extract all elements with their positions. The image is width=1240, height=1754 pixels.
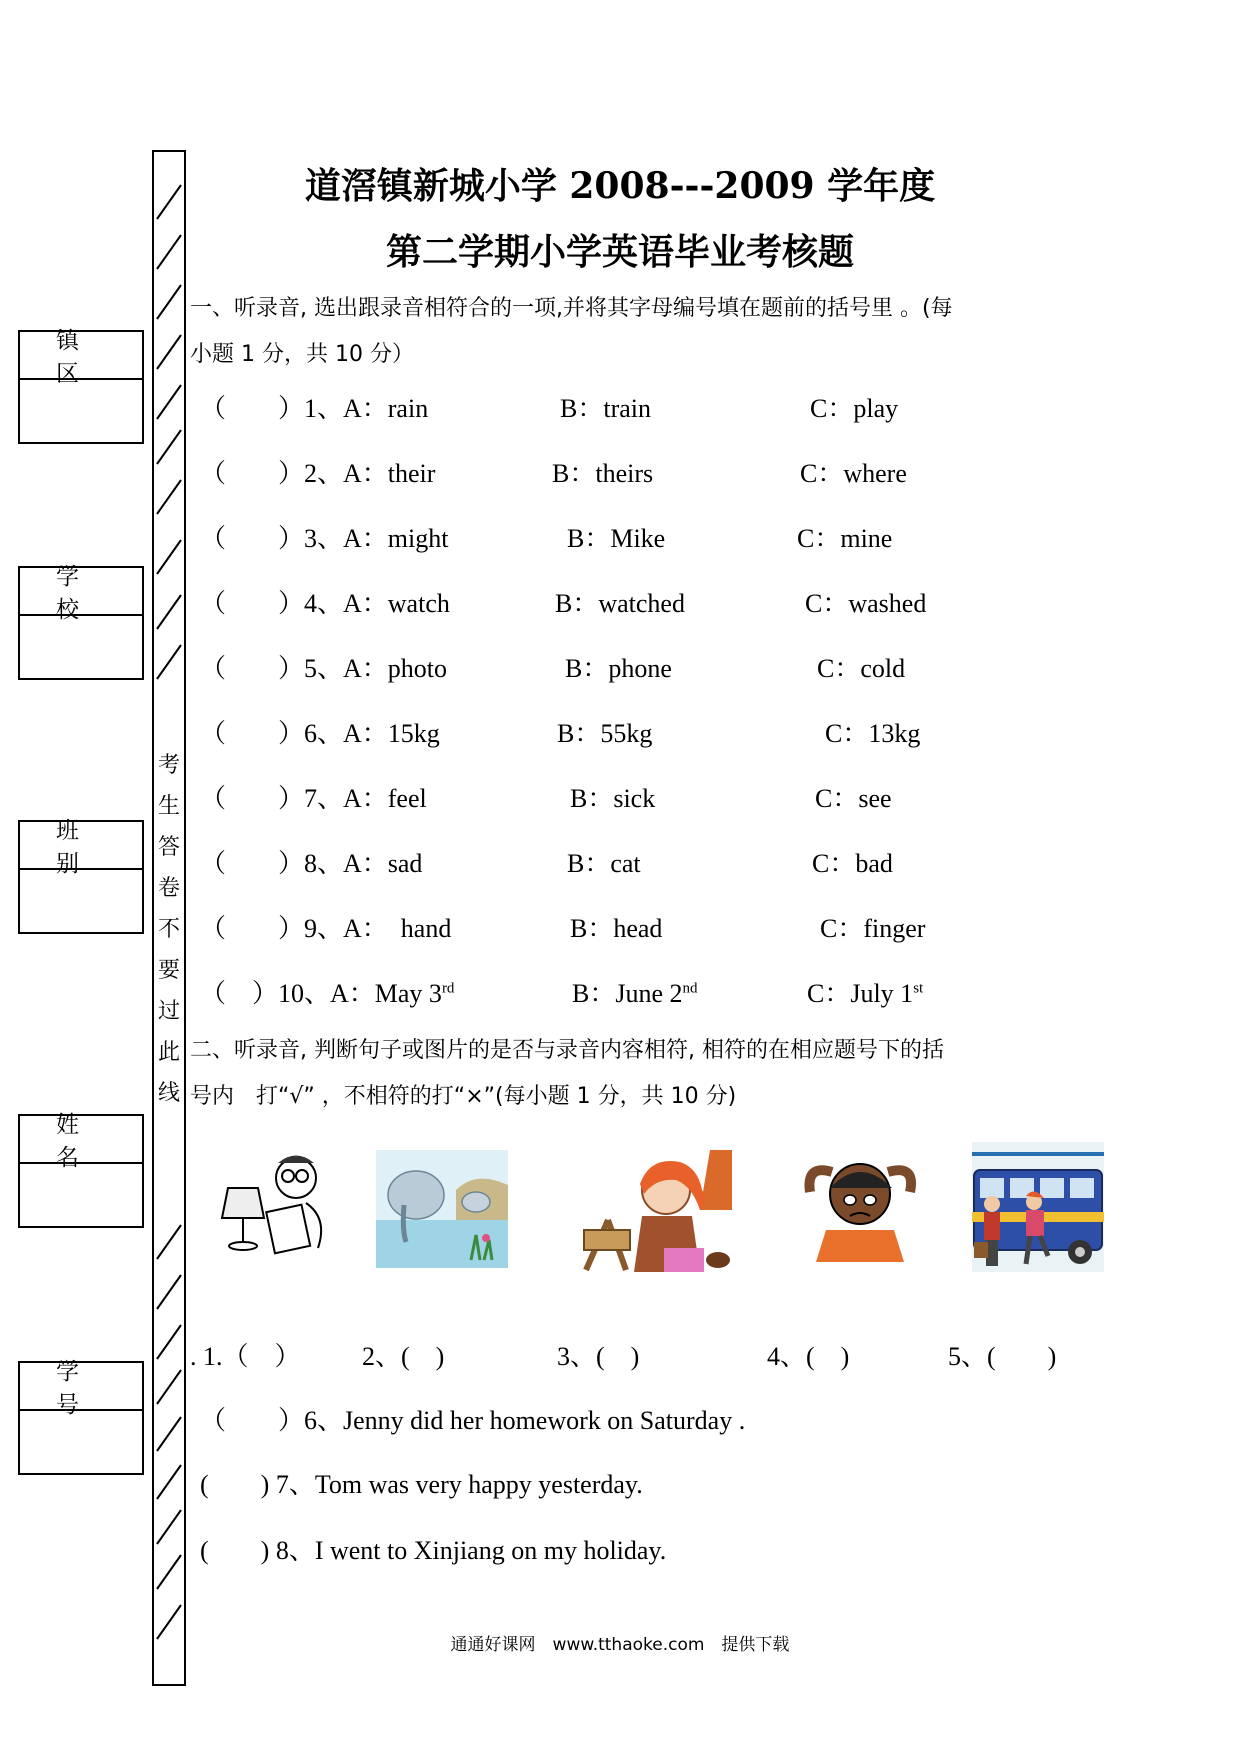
answer-blank[interactable]: 5、( ) xyxy=(948,1342,1057,1371)
section1-instructions: 一、听录音, 选出跟录音相符合的一项,并将其字母编号填在题前的括号里 。(每 小题 1 分，共 10 分） xyxy=(190,296,953,367)
question-row xyxy=(200,713,1060,757)
question-c: C：finger xyxy=(820,914,926,943)
girl-painting-picture xyxy=(580,1150,732,1272)
hatch-mark xyxy=(154,537,184,577)
hatch-mark xyxy=(154,332,184,372)
question-b: B：55kg xyxy=(557,719,653,748)
question-a: （ ）4、A：watch xyxy=(200,589,450,618)
hatch-mark xyxy=(154,1462,184,1502)
hatch-mark xyxy=(154,1272,184,1312)
answer-blank[interactable]: 2、( ) xyxy=(362,1342,445,1371)
question-c: C：bad xyxy=(812,849,893,878)
boy-reading-lamp-picture xyxy=(218,1148,336,1258)
question-a: （ ）6、A：15kg xyxy=(200,719,440,748)
info-box-town xyxy=(18,330,144,444)
question-a: （ ）3、A：might xyxy=(200,524,449,553)
question-b: B：theirs xyxy=(552,459,654,488)
question-c: C：see xyxy=(815,784,892,813)
question-c: C：mine xyxy=(797,524,893,553)
question-b: B：sick xyxy=(570,784,656,813)
statement-6: （ ）6、Jenny did her homework on Saturday . xyxy=(200,1406,746,1435)
question-b: B：train xyxy=(560,394,651,423)
question-a: （ ）10、A：May 3rd xyxy=(200,979,455,1008)
exam-title-line1: 道滘镇新城小学 2008---2009 学年度 xyxy=(304,165,936,207)
section2-instructions: 二、听录音, 判断句子或图片的是否与录音内容相符, 相符的在相应题号下的括 号内 打“√” ，不相符的打“×”(每小题 1 分，共 10 分) xyxy=(190,1038,944,1109)
question-b: B：phone xyxy=(565,654,672,683)
question-a: （ ）5、A：photo xyxy=(200,654,448,683)
hatch-mark xyxy=(154,1367,184,1407)
answer-blank[interactable]: 4、( ) xyxy=(767,1342,850,1371)
hatch-mark xyxy=(154,1414,184,1454)
info-fill-area[interactable] xyxy=(20,870,142,932)
binding-strip xyxy=(152,150,186,1686)
question-c: C：washed xyxy=(805,589,927,618)
exam-title-line2: 第二学期小学英语毕业考核题 xyxy=(385,231,854,273)
question-row xyxy=(200,973,1060,1017)
question-c: C：where xyxy=(800,459,907,488)
elephants-water-picture xyxy=(376,1150,508,1268)
answer-blank[interactable]: 3、( ) xyxy=(557,1342,640,1371)
info-label: 学校 xyxy=(20,568,142,616)
question-row xyxy=(200,843,1060,887)
info-label: 学号 xyxy=(20,1363,142,1411)
question-b: B：head xyxy=(570,914,663,943)
question-row xyxy=(200,908,1060,952)
question-a: （ ）2、A：their xyxy=(200,459,436,488)
question-c: C：13kg xyxy=(825,719,921,748)
question-row xyxy=(200,648,1060,692)
info-fill-area[interactable] xyxy=(20,1164,142,1226)
hatch-mark xyxy=(154,427,184,467)
hatch-mark xyxy=(154,642,184,682)
statement-8: ( ) 8、I went to Xinjiang on my holiday. xyxy=(200,1536,667,1565)
question-b: B：cat xyxy=(567,849,641,878)
hatch-mark xyxy=(154,477,184,517)
statement-7: ( ) 7、Tom was very happy yesterday. xyxy=(200,1470,643,1499)
question-a: （ ）1、A：rain xyxy=(200,394,429,423)
info-label: 班别 xyxy=(20,822,142,870)
hatch-mark xyxy=(154,282,184,322)
info-fill-area[interactable] xyxy=(20,616,142,678)
question-c: C：play xyxy=(810,394,899,423)
question-a: （ ）9、A： hand xyxy=(200,914,452,943)
question-row xyxy=(200,778,1060,822)
info-box-name xyxy=(18,1114,144,1228)
question-b: B：June 2nd xyxy=(572,979,698,1008)
hatch-mark xyxy=(154,1222,184,1262)
info-box-school xyxy=(18,566,144,680)
info-fill-area[interactable] xyxy=(20,380,142,442)
question-a: （ ）7、A：feel xyxy=(200,784,427,813)
question-a: （ ）8、A：sad xyxy=(200,849,423,878)
footer-source: 通通好课网 www.tthaoke.com 提供下载 xyxy=(450,1635,790,1655)
question-row xyxy=(200,583,1060,627)
info-label: 姓名 xyxy=(20,1116,142,1164)
info-label: 镇区 xyxy=(20,332,142,380)
hatch-mark xyxy=(154,1507,184,1547)
info-box-student-number xyxy=(18,1361,144,1475)
hatch-mark xyxy=(154,1552,184,1592)
hatch-mark xyxy=(154,382,184,422)
hatch-mark xyxy=(154,1322,184,1362)
question-c: C：cold xyxy=(817,654,906,683)
question-b: B：Mike xyxy=(567,524,666,553)
question-row xyxy=(200,453,1060,497)
info-fill-area[interactable] xyxy=(20,1411,142,1473)
hatch-mark xyxy=(154,592,184,632)
binding-warning: 考 生 答 卷 不 要 过 此 线 xyxy=(157,753,180,1106)
question-b: B：watched xyxy=(555,589,685,618)
question-row xyxy=(200,518,1060,562)
info-box-class xyxy=(18,820,144,934)
boy-headache-picture xyxy=(800,1152,924,1262)
question-c: C：July 1st xyxy=(807,979,924,1008)
picture-answer-blanks xyxy=(190,1336,1090,1376)
answer-blank[interactable]: . 1.（ ） xyxy=(190,1342,301,1371)
question-row xyxy=(200,388,1060,432)
bus-station-picture xyxy=(972,1142,1104,1272)
